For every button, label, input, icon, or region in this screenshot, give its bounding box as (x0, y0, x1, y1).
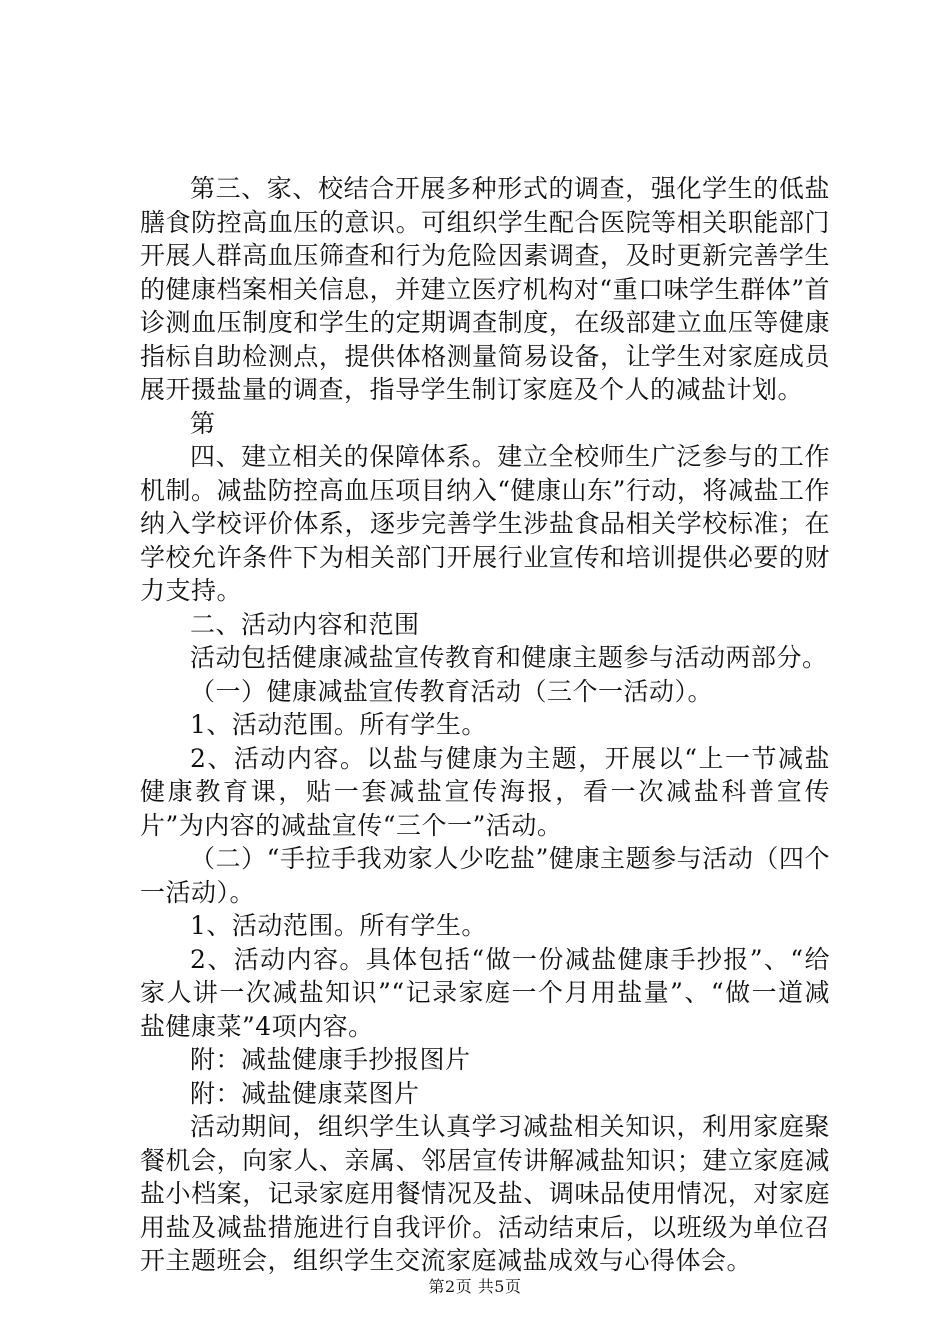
paragraph-scope-2: 1、活动范围。所有学生。 (190, 911, 487, 940)
document-body (140, 172, 830, 1278)
subheading-education-activity: （一）健康减盐宣传教育活动（三个一活动）。 (190, 676, 714, 706)
attachment-poster-pictures: 附：减盐健康手抄报图片 (190, 1045, 471, 1074)
paragraph-activity-period: 活动期间，组织学生认真学习减盐相关知识，利用家庭聚餐机会，向家人、亲属、邻居宣传讲解减盐知识；建立家庭减盐小档案，记录家庭用餐情况及盐、调味品使用情况，对家庭用盐及减盐措施进行自我评价。活动结束后，以班级为单位召开主题班会，组织学生交流家庭减盐成效与心得体会。 (140, 1112, 830, 1275)
paragraph-content-2: 2、活动内容。具体包括“做一份减盐健康手抄报”、“给家人讲一次减盐知识”“记录家庭一个月用盐量”、“做一道减盐健康菜”4项内容。 (140, 944, 830, 1041)
paragraph-content-1: 2、活动内容。以盐与健康为主题，开展以“上一节减盐健康教育课，贴一套减盐宣传海报，看一次减盐科普宣传片”为内容的减盐宣传“三个一”活动。 (140, 743, 830, 840)
subheading-family-activity: （二）“手拉手我劝家人少吃盐”健康主题参与活动（四个一活动）。 (140, 844, 830, 907)
paragraph-survey: 第三、家、校结合开展多种形式的调查，强化学生的低盐膳食防控高血压的意识。可组织学生配合医院等相关职能部门开展人群高血压筛查和行为危险因素调查，及时更新完善学生的健康档案相关信息，并建立医疗机构对“重口味学生群体”首诊测血压制度和学生的定期调查制度，在级部建立血压等健康指标自助检测点，提供体格测量简易设备，让学生对家庭成员展开摄盐量的调查，指导学生制订家庭及个人的减盐计划。 (140, 174, 830, 404)
attachment-dish-pictures: 附：减盐健康菜图片 (190, 1078, 420, 1108)
paragraph-activity-overview: 活动包括健康减盐宣传教育和健康主题参与活动两部分。 (190, 643, 828, 672)
paragraph-guarantee-system: 四、建立相关的保障体系。建立全校师生广泛参与的工作机制。减盐防控高血压项目纳入“健康山东”行动，将减盐工作纳入学校评价体系，逐步完善学生涉盐食品相关学校标准；在学校允许条件下为相关部门开展行业宣传和培训提供必要的财力支持。 (140, 442, 830, 605)
paragraph-scope-1: 1、活动范围。所有学生。 (190, 710, 487, 739)
paragraph-fragment: 第 (190, 408, 216, 438)
section-heading-activity-content: 二、活动内容和范围 (190, 609, 420, 639)
page-number-footer: 第2页 共5页 (428, 1277, 522, 1296)
